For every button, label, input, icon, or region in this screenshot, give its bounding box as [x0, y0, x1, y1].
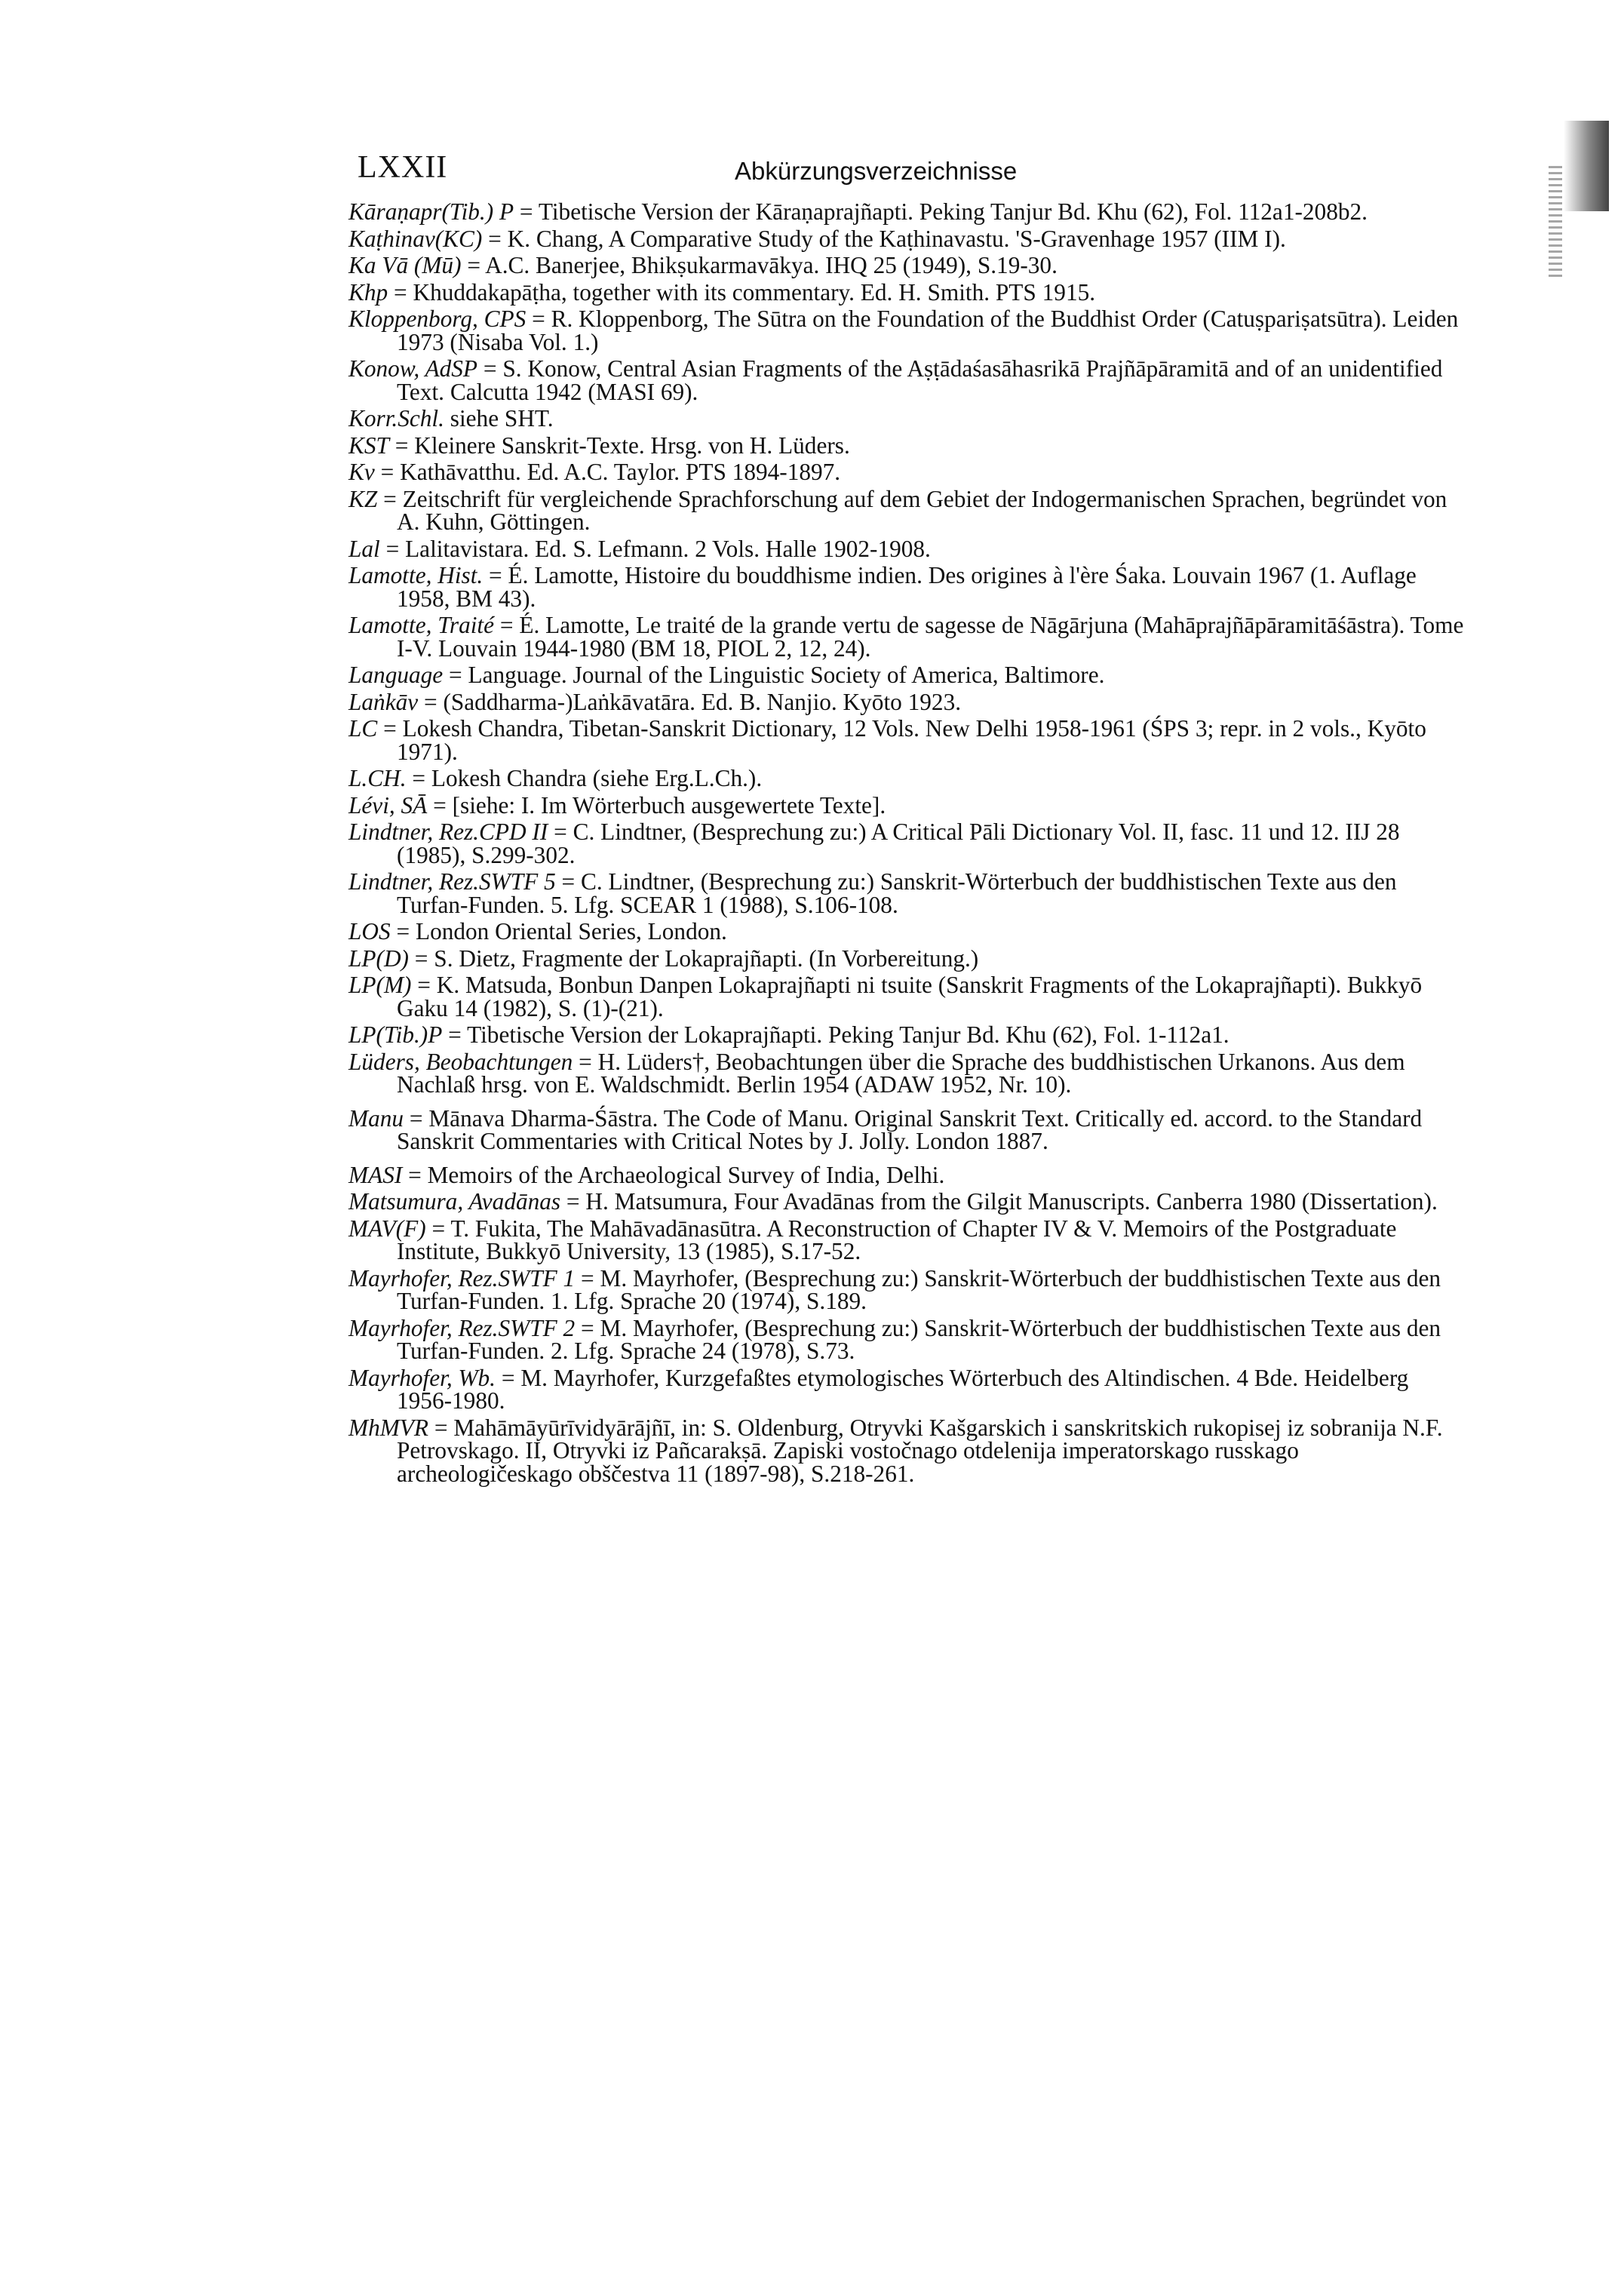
abbreviation-entry: Lindtner, Rez.SWTF 5 = C. Lindtner, (Besprechung zu:) Sanskrit-Wörterbuch der buddhistischen Texte aus den Turfan-Funden. 5. Lfg. SCEAR 1 (1988), S.106-108. [348, 868, 1397, 918]
entry-text: (Saddharma-)Laṅkāvatāra. Ed. B. Nanjio. Kyōto 1923. [443, 688, 962, 715]
entry-abbreviation: Kāraṇapr(Tib.) P [348, 198, 514, 225]
entry-abbreviation: LP(M) [348, 972, 412, 998]
entry-text: C. Lindtner, (Besprechung zu:) Sanskrit-Wörterbuch der buddhistischen Texte aus den Turfan-Funden. 5. Lfg. SCEAR 1 (1988), S.106-108. [397, 868, 1397, 918]
abbreviation-entry: KZ = Zeitschrift für vergleichende Sprachforschung auf dem Gebiet der Indogermanischen Sprachen, begründet von A. Kuhn, Göttingen. [348, 485, 1447, 535]
entry-abbreviation: Lindtner, Rez.SWTF 5 [348, 868, 556, 895]
page-edge-shadow [1564, 121, 1609, 211]
abbreviation-entry: Manu = Mānava Dharma-Śāstra. The Code of Manu. Original Sanskrit Text. Critically ed. accord. to the Standard Sanskrit Commentaries with Critical Notes by J. Jolly. London 1887. [348, 1104, 1423, 1154]
abbreviation-entry: Mayrhofer, Rez.SWTF 1 = M. Mayrhofer, (Besprechung zu:) Sanskrit-Wörterbuch der buddhistischen Texte aus den Turfan-Funden. 1. Lfg. Sprache 20 (1974), S.189. [348, 1264, 1441, 1314]
entry-text: H. Matsumura, Four Avadānas from the Gilgit Manuscripts. Canberra 1980 (Dissertation). [585, 1188, 1438, 1215]
abbreviation-entry: Lamotte, Traité = É. Lamotte, Le traité de la grande vertu de sagesse de Nāgārjuna (Mahāprajñāpāramitāśāstra). Tome I-V. Louvain 1944-1980 (BM 18, PIOL 2, 12, 24). [348, 612, 1464, 662]
abbreviation-entry: Lüders, Beobachtungen = H. Lüders†, Beobachtungen über die Sprache des buddhistischen Urkanons. Aus dem Nachlaß hrsg. von E. Waldschmidt. Berlin 1954 (ADAW 1952, Nr. 10). [348, 1048, 1405, 1098]
entry-text: K. Chang, A Comparative Study of the Kaṭhinavastu. 'S-Gravenhage 1957 (IIM I). [507, 225, 1286, 252]
entry-abbreviation: Laṅkāv [348, 688, 419, 715]
abbreviation-entry: Khp = Khuddakapāṭha, together with its commentary. Ed. H. Smith. PTS 1915. [348, 278, 1096, 306]
entry-abbreviation: Lévi, SĀ [348, 791, 428, 819]
entry-abbreviation: MhMVR [348, 1414, 429, 1441]
abbreviation-entry: LP(M) = K. Matsuda, Bonbun Danpen Lokaprajñapti ni tsuite (Sanskrit Fragments of the Lokaprajñapti). Bukkyō Gaku 14 (1982), S. (1)-(21). [348, 972, 1423, 1021]
entry-text: É. Lamotte, Histoire du bouddhisme indien. Des origines à l'ère Śaka. Louvain 1967 (1. Auflage 1958, BM 43). [397, 562, 1417, 612]
entry-text: C. Lindtner, (Besprechung zu:) A Critical Pāli Dictionary Vol. II, fasc. 11 und 12. IIJ 28 (1985), S.299-302. [397, 819, 1400, 868]
abbreviation-entry: Matsumura, Avadānas = H. Matsumura, Four Avadānas from the Gilgit Manuscripts. Canberra 1980 (Dissertation). [348, 1188, 1438, 1215]
entry-abbreviation: LOS [348, 918, 391, 945]
entry-text: Lalitavistara. Ed. S. Lefmann. 2 Vols. Halle 1902-1908. [405, 535, 931, 562]
entry-abbreviation: Lamotte, Hist. [348, 562, 484, 588]
entry-text: É. Lamotte, Le traité de la grande vertu de sagesse de Nāgārjuna (Mahāprajñāpāramitāśāstra). Tome I-V. Louvain 1944-1980 (BM 18, PIOL 2, 12, 24). [397, 612, 1464, 662]
abbreviation-entry: Lal = Lalitavistara. Ed. S. Lefmann. 2 Vols. Halle 1902-1908. [348, 535, 931, 562]
abbreviation-entry: LP(Tib.)P = Tibetische Version der Lokaprajñapti. Peking Tanjur Bd. Khu (62), Fol. 1-112a1. [348, 1021, 1230, 1048]
entry-text: Mahāmāyūrīvidyārājñī, in: S. Oldenburg, Otryvki Kašgarskich i sanskritskich rukopisej iz sobranija N.F. Petrovskago. II, Otryvki iz Pañcarakṣā. Zapiski vostočnago otdelenija imperatorskago russkago archeologičeskago obščestva 11 (1897-98), S.218-261. [397, 1414, 1443, 1487]
abbreviation-entry: MAV(F) = T. Fukita, The Mahāvadānasūtra. A Reconstruction of Chapter IV & V. Memoirs of the Postgraduate Institute, Bukkyō University, 13 (1985), S.17-52. [348, 1215, 1397, 1264]
entry-abbreviation: LC [348, 715, 378, 742]
page-number: LXXII [358, 150, 448, 185]
entry-text: H. Lüders†, Beobachtungen über die Sprache des buddhistischen Urkanons. Aus dem Nachlaß hrsg. von E. Waldschmidt. Berlin 1954 (ADAW 1952, Nr. 10). [397, 1048, 1405, 1098]
entry-abbreviation: Khp [348, 278, 388, 306]
entry-text: M. Mayrhofer, Kurzgefaßtes etymologisches Wörterbuch des Altindischen. 4 Bde. Heidelberg 1956-1980. [397, 1364, 1409, 1414]
entry-abbreviation: Lamotte, Traité [348, 612, 495, 638]
abbreviation-entry: Mayrhofer, Wb. = M. Mayrhofer, Kurzgefaßtes etymologisches Wörterbuch des Altindischen. 4 Bde. Heidelberg 1956-1980. [348, 1364, 1409, 1414]
abbreviation-entry [348, 407, 1465, 431]
entry-abbreviation: LP(D) [348, 945, 409, 972]
abbreviation-entry: LP(D) = S. Dietz, Fragmente der Lokaprajñapti. (In Vorbereitung.) [348, 945, 979, 972]
entry-text: Memoirs of the Archaeological Survey of India, Delhi. [427, 1161, 945, 1188]
abbreviation-entry: Kaṭhinav(KC) = K. Chang, A Comparative Study of the Kaṭhinavastu. 'S-Gravenhage 1957 (IIM I). [348, 225, 1286, 252]
entry-text: siehe SHT. [450, 405, 554, 432]
abbreviation-entry: KST = Kleinere Sanskrit-Texte. Hrsg. von H. Lüders. [348, 432, 850, 459]
entry-text: [siehe: I. Im Wörterbuch ausgewertete Texte]. [452, 791, 886, 819]
entry-abbreviation: L.CH. [348, 765, 407, 791]
abbreviation-entry: MASI = Memoirs of the Archaeological Survey of India, Delhi. [348, 1161, 945, 1188]
entry-text: M. Mayrhofer, (Besprechung zu:) Sanskrit-Wörterbuch der buddhistischen Texte aus den Turfan-Funden. 2. Lfg. Sprache 24 (1978), S.73. [397, 1314, 1441, 1364]
page-header [358, 149, 1474, 195]
entry-abbreviation: Matsumura, Avadānas [348, 1188, 561, 1215]
entry-abbreviation: Mayrhofer, Wb. [348, 1364, 496, 1391]
entry-abbreviation: Manu [348, 1104, 404, 1132]
entry-text: S. Konow, Central Asian Fragments of the Aṣṭādaśasāhasrikā Prajñāpāramitā and of an unidentified Text. Calcutta 1942 (MASI 69). [397, 355, 1443, 405]
abbreviation-entry: Laṅkāv = (Saddharma-)Laṅkāvatāra. Ed. B. Nanjio. Kyōto 1923. [348, 688, 962, 715]
entry-abbreviation: Lal [348, 535, 380, 562]
abbreviation-entry: Kāraṇapr(Tib.) P = Tibetische Version der Kāraṇaprajñapti. Peking Tanjur Bd. Khu (62), Fol. 112a1-208b2. [348, 198, 1368, 225]
entry-abbreviation: Mayrhofer, Rez.SWTF 2 [348, 1314, 576, 1341]
abbreviation-entry: Lamotte, Hist. = É. Lamotte, Histoire du bouddhisme indien. Des origines à l'ère Śaka. Louvain 1967 (1. Auflage 1958, BM 43). [348, 562, 1417, 612]
abbreviation-entry: Language = Language. Journal of the Linguistic Society of America, Baltimore. [348, 662, 1105, 688]
entry-text: Lokesh Chandra (siehe Erg.L.Ch.). [431, 765, 763, 791]
abbreviation-entry: LC = Lokesh Chandra, Tibetan-Sanskrit Dictionary, 12 Vols. New Delhi 1958-1961 (ŚPS 3; repr. in 2 vols., Kyōto 1971). [348, 715, 1426, 765]
entry-abbreviation: Language [348, 662, 444, 688]
entry-abbreviation: LP(Tib.)P [348, 1021, 443, 1048]
entry-text: M. Mayrhofer, (Besprechung zu:) Sanskrit-Wörterbuch der buddhistischen Texte aus den Turfan-Funden. 1. Lfg. Sprache 20 (1974), S.189. [397, 1264, 1441, 1314]
entry-text: K. Matsuda, Bonbun Danpen Lokaprajñapti ni tsuite (Sanskrit Fragments of the Lokaprajñapti). Bukkyō Gaku 14 (1982), S. (1)-(21). [397, 972, 1423, 1021]
entry-text: Kleinere Sanskrit-Texte. Hrsg. von H. Lüders. [414, 432, 850, 459]
entry-abbreviation: Konow, AdSP [348, 355, 477, 382]
entry-abbreviation: Kloppenborg, CPS [348, 306, 526, 332]
abbreviation-entry: Mayrhofer, Rez.SWTF 2 = M. Mayrhofer, (Besprechung zu:) Sanskrit-Wörterbuch der buddhistischen Texte aus den Turfan-Funden. 2. Lfg. Sprache 24 (1978), S.73. [348, 1314, 1441, 1364]
entry-abbreviation: Kaṭhinav(KC) [348, 225, 483, 252]
abbreviation-entry: L.CH. = Lokesh Chandra (siehe Erg.L.Ch.). [348, 765, 763, 791]
entry-text: Tibetische Version der Kāraṇaprajñapti. Peking Tanjur Bd. Khu (62), Fol. 112a1-208b2. [538, 198, 1368, 225]
entry-text: Kathāvatthu. Ed. A.C. Taylor. PTS 1894-1897. [400, 459, 841, 485]
entry-abbreviation: Korr.Schl. [348, 405, 444, 432]
abbreviation-entry: Kv = Kathāvatthu. Ed. A.C. Taylor. PTS 1894-1897. [348, 459, 841, 485]
entry-text: London Oriental Series, London. [415, 918, 727, 945]
entry-abbreviation: KZ [348, 485, 378, 512]
entry-text: S. Dietz, Fragmente der Lokaprajñapti. (In Vorbereitung.) [434, 945, 979, 972]
entry-text: Khuddakapāṭha, together with its commentary. Ed. H. Smith. PTS 1915. [413, 278, 1096, 306]
entry-abbreviation: Mayrhofer, Rez.SWTF 1 [348, 1264, 576, 1292]
running-title: Abkürzungsverzeichnisse [735, 157, 1018, 185]
entry-abbreviation: KST [348, 432, 389, 459]
entry-abbreviation: MAV(F) [348, 1215, 426, 1242]
entry-abbreviation: Lüders, Beobachtungen [348, 1048, 573, 1075]
abbreviation-entry: Konow, AdSP = S. Konow, Central Asian Fragments of the Aṣṭādaśasāhasrikā Prajñāpāramitā and of an unidentified Text. Calcutta 1942 (MASI 69). [348, 355, 1443, 405]
abbreviation-list [348, 198, 1465, 1496]
entry-abbreviation: Ka Vā (Mū) [348, 252, 462, 278]
entry-text: Mānava Dharma-Śāstra. The Code of Manu. Original Sanskrit Text. Critically ed. accord. to the Standard Sanskrit Commentaries with Critical Notes by J. Jolly. London 1887. [397, 1104, 1423, 1154]
abbreviation-entry: Lindtner, Rez.CPD II = C. Lindtner, (Besprechung zu:) A Critical Pāli Dictionary Vol. II, fasc. 11 und 12. IIJ 28 (1985), S.299-302. [348, 819, 1400, 868]
entry-abbreviation: MASI [348, 1161, 403, 1188]
entry-text: Lokesh Chandra, Tibetan-Sanskrit Dictionary, 12 Vols. New Delhi 1958-1961 (ŚPS 3; repr. in 2 vols., Kyōto 1971). [397, 715, 1426, 765]
entry-text: Zeitschrift für vergleichende Sprachforschung auf dem Gebiet der Indogermanischen Sprachen, begründet von A. Kuhn, Göttingen. [397, 485, 1447, 535]
entry-text: R. Kloppenborg, The Sūtra on the Foundation of the Buddhist Order (Catuṣpariṣatsūtra). Leiden 1973 (Nisaba Vol. 1.) [397, 306, 1459, 355]
abbreviation-entry: Ka Vā (Mū) = A.C. Banerjee, Bhikṣukarmavākya. IHQ 25 (1949), S.19-30. [348, 252, 1058, 278]
entry-text: T. Fukita, The Mahāvadānasūtra. A Reconstruction of Chapter IV & V. Memoirs of the Postgraduate Institute, Bukkyō University, 13 (1985), S.17-52. [397, 1215, 1397, 1264]
entry-text: Tibetische Version der Lokaprajñapti. Peking Tanjur Bd. Khu (62), Fol. 1-112a1. [467, 1021, 1230, 1048]
abbreviation-entry: MhMVR = Mahāmāyūrīvidyārājñī, in: S. Oldenburg, Otryvki Kašgarskich i sanskritskich rukopisej iz sobranija N.F. Petrovskago. II, Otryvki iz Pañcarakṣā. Zapiski vostočnago otdelenija imperatorskago russkago archeologičeskago obščestva 11 (1897-98), S.218-261. [348, 1414, 1443, 1487]
entry-abbreviation: Kv [348, 459, 375, 485]
abbreviation-entry: Kloppenborg, CPS = R. Kloppenborg, The Sūtra on the Foundation of the Buddhist Order (Catuṣpariṣatsūtra). Leiden 1973 (Nisaba Vol. 1.) [348, 306, 1459, 355]
abbreviation-entry: Lévi, SĀ = [siehe: I. Im Wörterbuch ausgewertete Texte]. [348, 791, 886, 819]
entry-text: A.C. Banerjee, Bhikṣukarmavākya. IHQ 25 (1949), S.19-30. [485, 252, 1058, 278]
entry-abbreviation: Lindtner, Rez.CPD II [348, 819, 548, 845]
abbreviation-entry: LOS = London Oriental Series, London. [348, 918, 727, 945]
entry-text: Language. Journal of the Linguistic Society of America, Baltimore. [468, 662, 1105, 688]
